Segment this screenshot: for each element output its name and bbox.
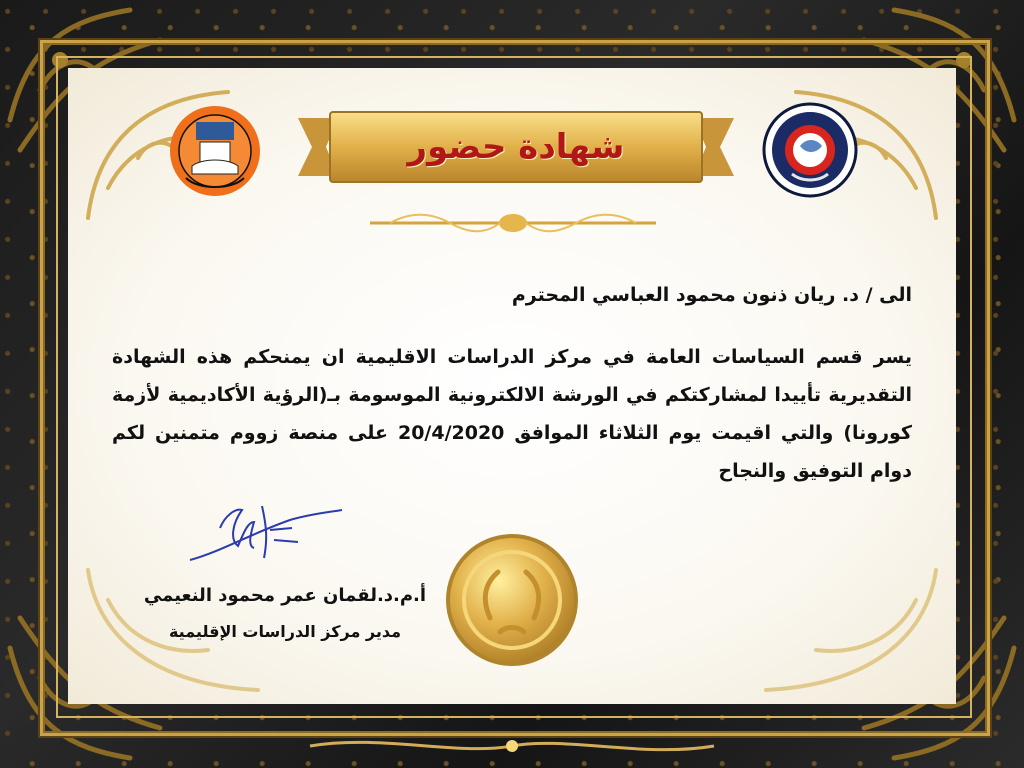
recipient-line: الى / د. ريان ذنون محمود العباسي المحترم: [511, 284, 912, 306]
title-banner: [298, 108, 734, 186]
regional-studies-logo-icon: [762, 102, 858, 198]
university-logo-icon: [168, 104, 262, 198]
signature-icon: [180, 488, 350, 578]
bottom-ornament-icon: [300, 730, 724, 760]
gold-medal-icon: [442, 530, 582, 670]
signatory-title: مدير مركز الدراسات الإقليمية: [168, 622, 402, 641]
signatory-name: أ.م.د.لقمان عمر محمود النعيمي: [143, 585, 427, 606]
flourish-bottom-right-icon: [756, 560, 946, 700]
gold-divider-icon: [360, 210, 666, 236]
certificate-title: شهادة حضور: [407, 127, 625, 167]
certificate-body: يسر قسم السياسات العامة في مركز الدراسات الاقليمية ان يمنحكم هذه الشهادة التقديرية تأييدا لمشاركتكم في الورشة الالكترونية الموسومة بـ(الرؤية الأكاديمية لأزمة كورونا) والتي اقيمت يوم الثلاثاء الموافق 20/4/2020 على منصة زووم متمنين لكم دوام التوفيق والنجاح: [112, 346, 912, 482]
